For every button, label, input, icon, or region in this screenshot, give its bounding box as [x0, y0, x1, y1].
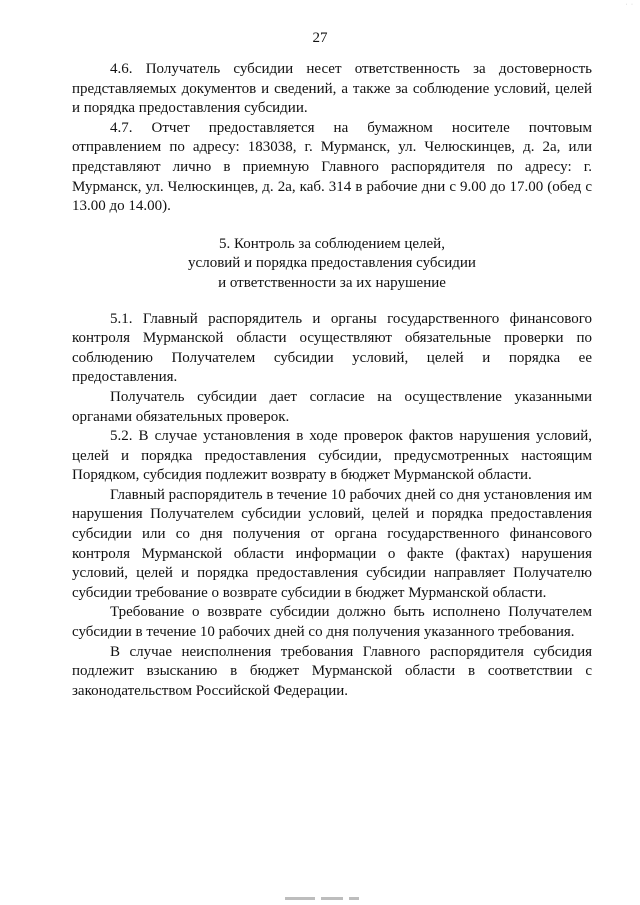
paragraph-consent: Получатель субсидии дает согласие на осуществление указанными органами обязательных проверок.	[72, 388, 592, 425]
paragraph-5-2: 5.2. В случае установления в ходе проверок фактов нарушения условий, целей и порядка предоставления субсидии, предусмотренных настоящим Порядком, субсидия подлежит возврату в бюджет Мурманской области.	[72, 428, 592, 484]
page-number: 27	[312, 30, 328, 46]
section-heading-line: 5. Контроль за соблюдением целей,	[219, 235, 445, 252]
document-body	[72, 60, 592, 701]
paragraph-violation-notice: Главный распорядитель в течение 10 рабочих дней со дня установления им нарушения Получателем субсидии условий, целей и порядка предоставления субсидии или со дня получения от органа государственного финансового контроля Мурманской области информации о факте (фактах) нарушения условий, целей и порядка предоставления субсидии направляет Получателю субсидии требование о возврате субсидии в бюджет Мурманской области.	[72, 486, 592, 601]
paragraph-4-6: 4.6. Получатель субсидии несет ответственность за достоверность представляемых документов и сведений, а также за соблюдение условий, целей и порядка предоставления субсидии.	[72, 61, 592, 117]
paragraph-4-7: 4.7. Отчет предоставляется на бумажном носителе почтовым отправлением по адресу: 183038, г. Мурманск, ул. Челюскинцев, д. 2а, или представляют лично в приемную Главного распорядителя по адресу: г. Мурманск, ул. Челюскинцев, д. 2а, каб. 314 в рабочие дни с 9.00 до 17.00 (обед с 13.00 до 14.00).	[72, 119, 592, 215]
section-heading-line: и ответственности за их нарушение	[218, 274, 446, 291]
footer-scan-mark	[285, 897, 380, 901]
paragraph-return-requirement: Требование о возврате субсидии должно быть исполнено Получателем субсидии в течение 10 рабочих дней со дня получения указанного требования.	[72, 604, 592, 641]
section-5-heading	[72, 235, 592, 294]
section-heading-line: условий и порядка предоставления субсидии	[188, 255, 476, 272]
paragraph-recovery: В случае неисполнения требования Главного распорядителя субсидия подлежит взысканию в бюджет Мурманской области в соответствии с законодательством Российской Федерации.	[72, 643, 592, 699]
paragraph-5-1: 5.1. Главный распорядитель и органы государственного финансового контроля Мурманской области осуществляют обязательные проверки по соблюдению Получателем субсидии условий, целей и порядка ее предоставления.	[72, 310, 592, 386]
scan-corner-mark: · ·	[625, 2, 634, 8]
